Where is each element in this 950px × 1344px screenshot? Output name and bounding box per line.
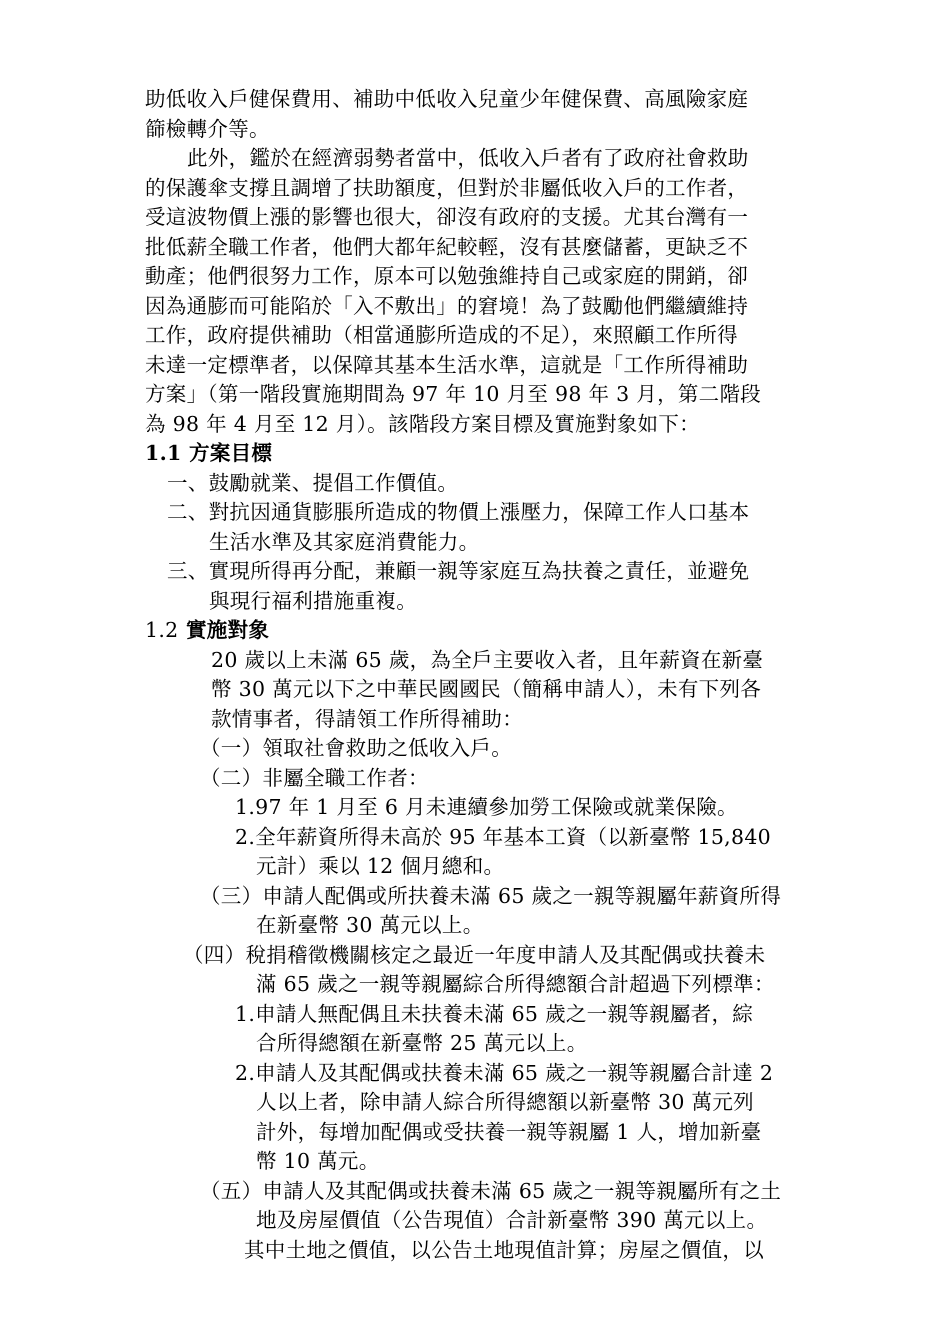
list-item-continuation: 滿 65 歲之一親等親屬綜合所得總額合計超過下列標準： xyxy=(256,972,775,996)
section-title: 方案目標 xyxy=(189,441,273,465)
paragraph-line: 批低薪全職工作者，他們大都年紀較輕，沒有甚麼儲蓄，更缺乏不 xyxy=(145,234,749,259)
paragraph-line: 助低收入戶健保費用、補助中低收入兒童少年健保費、高風險家庭 xyxy=(145,87,749,111)
list-item-continuation: 地及房屋價值（公告現值）合計新臺幣 390 萬元以上。 xyxy=(256,1208,768,1232)
paragraph-line: 20 歲以上未滿 65 歲，為全戶主要收入者，且年薪資在新臺 xyxy=(211,647,764,672)
sub-list-item: 1.申請人無配偶且未扶養未滿 65 歲之一親等親屬者，綜 xyxy=(235,1001,754,1026)
list-item: 二、對抗因通貨膨脹所造成的物價上漲壓力，保障工作人口基本 xyxy=(167,500,750,524)
list-item: （四）稅捐稽徵機關核定之最近一年度申請人及其配偶或扶養未 xyxy=(183,942,766,967)
paragraph-line: 款情事者，得請領工作所得補助： xyxy=(211,706,523,731)
paragraph-line: 方案」（第一階段實施期間為 97 年 10 月至 98 年 3 月，第二階段 xyxy=(145,382,762,406)
sub-list-item: 2.全年薪資所得未高於 95 年基本工資（以新臺幣 15,840 xyxy=(235,824,772,849)
list-item: （一）領取社會救助之低收入戶。 xyxy=(200,736,512,760)
paragraph-line: 為 98 年 4 月至 12 月）。該階段方案目標及實施對象如下： xyxy=(145,411,700,436)
paragraph-line: 因為通膨而可能陷於「入不敷出」的窘境！為了鼓勵他們繼續維持 xyxy=(145,293,749,318)
paragraph-line: 的保護傘支撐且調增了扶助額度，但對於非屬低收入戶的工作者， xyxy=(145,175,749,200)
sub-list-item-continuation: 合所得總額在新臺幣 25 萬元以上。 xyxy=(256,1031,588,1055)
sub-list-item: 1.97 年 1 月至 6 月未連續參加勞工保險或就業保險。 xyxy=(235,795,738,819)
list-item: （三）申請人配偶或所扶養未滿 65 歲之一親等親屬年薪資所得 xyxy=(200,883,782,908)
sub-list-item: 2.申請人及其配偶或扶養未滿 65 歲之一親等親屬合計達 2 xyxy=(235,1060,774,1085)
paragraph-line: 工作，政府提供補助（相當通膨所造成的不足），來照顧工作所得 xyxy=(145,323,738,347)
list-item-continuation: 其中土地之價值，以公告土地現值計算；房屋之價值，以 xyxy=(244,1237,764,1262)
list-item: （五）申請人及其配偶或扶養未滿 65 歲之一親等親屬所有之土 xyxy=(200,1178,782,1203)
list-item-continuation: 與現行福利措施重複。 xyxy=(209,588,417,613)
paragraph-line: 未達一定標準者，以保障其基本生活水準，這就是「工作所得補助 xyxy=(145,352,749,377)
section-heading-1-2 xyxy=(145,616,815,646)
sub-list-item-continuation: 計外，每增加配偶或受扶養一親等親屬 1 人，增加新臺 xyxy=(256,1119,762,1144)
section-number: 1.1 xyxy=(145,441,182,465)
list-item-continuation: 在新臺幣 30 萬元以上。 xyxy=(256,913,484,937)
section-title: 實施對象 xyxy=(185,618,270,642)
list-item-continuation: 生活水準及其家庭消費能力。 xyxy=(209,529,480,554)
paragraph-line: 此外，鑑於在經濟弱勢者當中，低收入戶者有了政府社會救助 xyxy=(187,146,749,170)
sub-list-item-continuation: 人以上者，除申請人綜合所得總額以新臺幣 30 萬元列 xyxy=(256,1090,754,1114)
section-heading-1-1 xyxy=(145,439,815,469)
list-item: 一、鼓勵就業、提倡工作價值。 xyxy=(167,470,459,495)
list-item: 三、實現所得再分配，兼顧一親等家庭互為扶養之責任，並避免 xyxy=(167,559,750,583)
paragraph-line: 動產；他們很努力工作，原本可以勉強維持自己或家庭的開銷，卻 xyxy=(145,264,749,288)
paragraph-line: 受這波物價上漲的影響也很大，卻沒有政府的支援。尤其台灣有一 xyxy=(145,205,749,229)
section-number: 1.2 xyxy=(145,618,179,642)
document-page xyxy=(145,85,815,1265)
sub-list-item-continuation: 幣 10 萬元。 xyxy=(256,1149,380,1173)
paragraph-line: 篩檢轉介等。 xyxy=(145,116,270,141)
paragraph-line: 幣 30 萬元以下之中華民國國民（簡稱申請人），未有下列各 xyxy=(211,677,762,701)
sub-list-item-continuation: 元計）乘以 12 個月總和。 xyxy=(256,854,505,878)
list-item: （二）非屬全職工作者： xyxy=(200,765,429,790)
